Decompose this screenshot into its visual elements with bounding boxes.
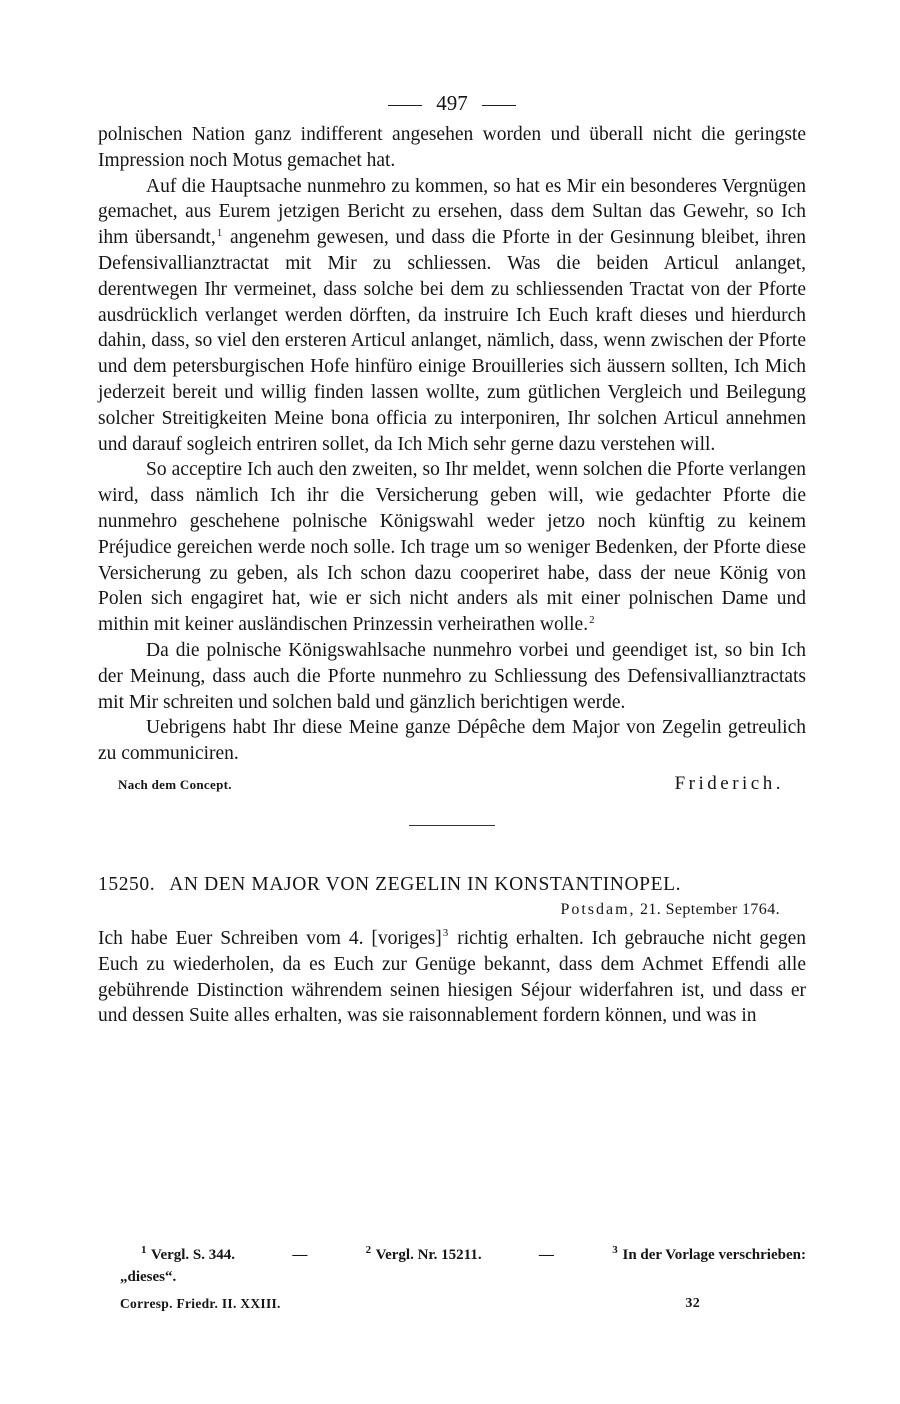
- new-letter-body: [98, 926, 806, 1029]
- new-letter-paragraph: [98, 926, 806, 1029]
- section-divider: [409, 825, 495, 826]
- page-number: 497: [436, 91, 468, 115]
- footnote-mark-3: 3: [442, 927, 449, 940]
- footnotes: [120, 1244, 806, 1288]
- new-letter-text-a: Ich habe Euer Schreiben vom 4. [voriges]: [98, 927, 442, 949]
- document-page: [98, 88, 806, 1029]
- new-letter-text-b: richtig erhalten. Ich gebrauche nicht gegen Euch zu wiederholen, da es Euch zur Genüge bekannt, dass dem Achmet Effendi alle gebührende Distinction währendem seinen hiesigen Séjour widerfahren ist, und dass er und dessen Suite alles erhalten, was sie raisonnablement fordern können, und was in: [98, 927, 806, 1027]
- letter-title: AN DEN MAJOR VON ZEGELIN IN KONSTANTINOPEL.: [169, 873, 682, 895]
- footnote-1-text: Vergl. S. 344.: [150, 1247, 236, 1263]
- source-note: Nach dem Concept.: [118, 776, 232, 792]
- footnote-1: [140, 1244, 235, 1266]
- footnote-3-continuation: „dieses“.: [120, 1269, 177, 1285]
- page-footer: [120, 1296, 700, 1312]
- footnote-sep-1: —: [292, 1247, 308, 1263]
- footnote-3: [611, 1244, 806, 1266]
- paragraph-3: [98, 457, 806, 638]
- letter-number: 15250.: [98, 873, 156, 895]
- letter-body-continued: [98, 122, 806, 767]
- footnote-3-text: In der Vorlage verschrieben:: [622, 1247, 806, 1263]
- header-dash-right: [482, 105, 516, 106]
- paragraph-2-text-a: Auf die Hauptsache nunmehro zu kommen, so hat es Mir ein besonderes Vergnügen gemachet, aus Eurem jetzigen Bericht zu ersehen, dass dem Sultan das Gewehr, so Ich ihm übersandt,: [98, 175, 806, 249]
- header-dash-left: [388, 105, 422, 106]
- letter-heading: [98, 872, 806, 898]
- paragraph-1: polnischen Nation ganz indifferent angesehen worden und überall nicht die geringste Impression noch Motus gemachet hat.: [98, 124, 806, 171]
- paragraph-2: [98, 174, 806, 458]
- signature-mark: Corresp. Friedr. II. XXIII.: [120, 1296, 281, 1311]
- footnote-2-mark: 2: [365, 1244, 372, 1256]
- dateline-date: 21. September 1764.: [639, 900, 780, 918]
- footnote-mark-1: 1: [216, 226, 223, 239]
- footnote-line-1: [120, 1244, 806, 1266]
- paragraph-3-text: So acceptire Ich auch den zweiten, so Ihr meldet, wenn solchen die Pforte verlangen wird, dass nämlich Ich ihr die Versicherung geben will, wie gedachter Pforte die nunmehro geschehene polnische Königswahl weder jetzo noch künftig zu keinem Préjudice gereichen werde noch solle. Ich trage um so weniger Bedenken, der Pforte diese Versicherung zu geben, als Ich schon dazu cooperiret habe, dass der neue König von Polen sich engagiret hat, wie er sich nicht anders als mit einer polnischen Dame und mithin mit keiner ausländischen Prinzessin verheirathen wolle.: [98, 459, 806, 636]
- footnote-2: [365, 1244, 482, 1266]
- page-header: [98, 88, 806, 118]
- sheet-number: 32: [685, 1296, 700, 1311]
- footnote-mark-2: 2: [589, 613, 595, 626]
- paragraph-5: Uebrigens habt Ihr diese Meine ganze Dépêche dem Major von Zegelin getreulich zu communiciren.: [98, 717, 806, 765]
- footnote-2-text: Vergl. Nr. 15211.: [375, 1247, 482, 1263]
- footnote-3-mark: 3: [612, 1244, 618, 1256]
- closing-row: [98, 773, 806, 795]
- paragraph-2-text-b: angenehm gewesen, und dass die Pforte in der Gesinnung bleibet, ihren Defensivallianztractat mit Mir zu schliessen. Was die beiden Articul anlanget, derentwegen Ihr vermeinet, dass solche bei dem zu schliessenden Tractat von der Pforte ausdrücklich verlanget werden dörften, da instruire Ich Euch kraft dieses und hierdurch dahin, dass, so viel den ersteren Articul anlanget, nämlich, dass, wenn zwischen der Pforte und dem petersburgischen Hofe hinfüro einige Brouilleries sich äussern sollten, Ich Mich jederzeit bereit und willig finden lassen wollte, zum gütlichen Vergleich und Beilegung solcher Streitigkeiten Meine bona officia zu interponiren, Ihr solchen Articul annehmen und darauf sogleich entriren sollet, da Ich Mich sehr gerne dazu verstehen will.: [98, 227, 806, 455]
- footnote-1-mark: 1: [141, 1244, 147, 1256]
- paragraph-4: Da die polnische Königswahlsache nunmehro vorbei und geendiget ist, so bin Ich der Meinung, dass auch die Pforte nunmehro zu Schliessung des Defensivallianztractats mit Mir schreiten und solchen bald und gänzlich berichtigen werde.: [98, 639, 806, 713]
- dateline-place: Potsdam,: [560, 900, 636, 918]
- dateline: [98, 898, 806, 922]
- signature: Friderich.: [674, 772, 784, 794]
- footnote-sep-2: —: [538, 1247, 554, 1263]
